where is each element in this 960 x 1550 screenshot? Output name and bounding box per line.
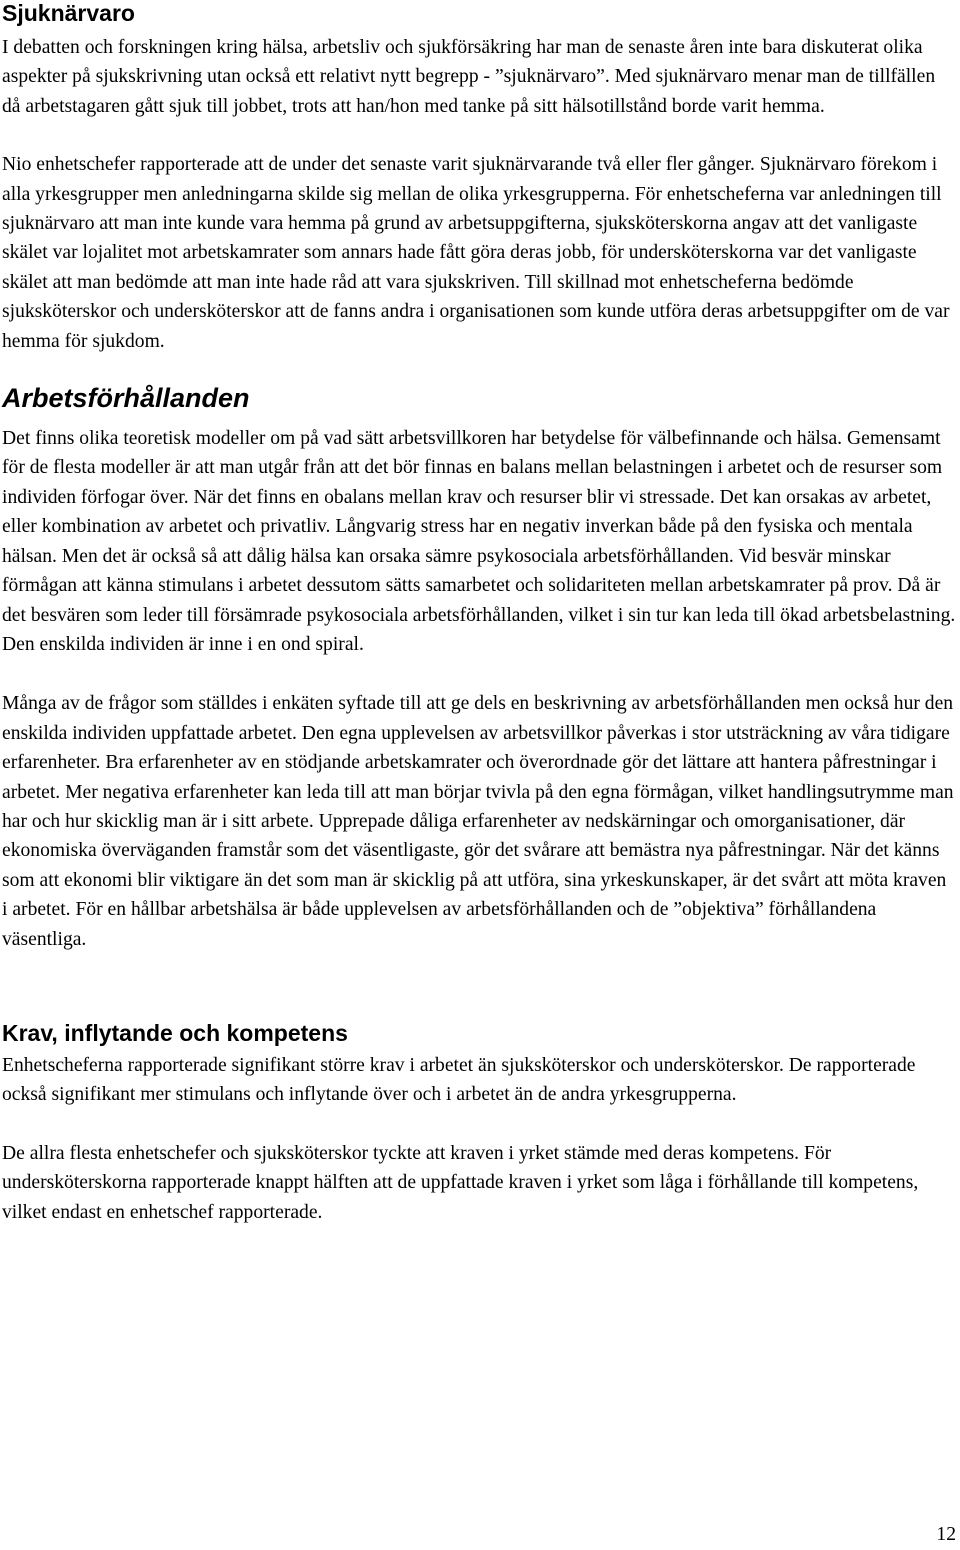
page-number: 12 bbox=[936, 1524, 956, 1545]
paragraph-arbetsforhallanden-survey: Många av de frågor som ställdes i enkäten syftade till att ge dels en beskrivning av arbetsförhållanden men också hur den enskilda individen uppfattade arbetet. Den egna upplevelsen av arbetsvillkor påverkas i stor utsträckning av våra tidigare erfarenheter. Bra erfarenheter av en stödjande arbetskamrater och överordnade gör det lättare att hantera påfrestningar i arbetet. Mer negativa erfarenheter kan leda till att man börjar tvivla på den egna förmågan, vilket handlingsutrymme man har och hur skicklig man är i sitt arbete. Upprepade dåliga erfarenheter av nedskärningar och omorganisationer, där ekonomiska överväganden framstår som det väsentligaste, gör det svårare att bemästra nya påfrestningar. När det känns som att ekonomi blir viktigare än det som man är skicklig på att utföra, sina yrkeskunskaper, är det svårt att möta kraven i arbetet. För en hållbar arbetshälsa är både upplevelsen av arbetsförhållanden och de ”objektiva” förhållandena väsentliga. bbox=[2, 693, 954, 950]
paragraph-krav-competence: De allra flesta enhetschefer och sjuksköterskor tyckte att kraven i yrket stämde med deras kompetens. För undersköterskorna rapporterade knappt hälften att de uppfattade kraven i yrket som låga i förhållande till kompetens, vilket endast en enhetschef rapporterade. bbox=[2, 1142, 919, 1223]
paragraph-sjuknarvaro-results: Nio enhetschefer rapporterade att de under det senaste varit sjuknärvarande två eller fler gånger. Sjuknärvaro förekom i alla yrkesgrupper men anledningarna skilde sig mellan de olika yrkesgrupperna. För enhetscheferna var anledningen till sjuknärvaro att man inte kunde vara hemma på grund av arbetsuppgifterna, sjuksköterskorna angav att det vanligaste skälet var lojalitet mot arbetskamrater som annars hade fått göra deras jobb, för undersköterskorna var det vanligaste skälet att man bedömde att man inte hade råd att vara sjukskriven. Till skillnad mot enhetscheferna bedömde sjuksköterskor och undersköterskor att de fanns andra i organisationen som kunde utföra deras arbetsuppgifter om de var hemma för sjukdom. bbox=[2, 154, 950, 352]
paragraph-krav-demands: Enhetscheferna rapporterade signifikant större krav i arbetet än sjuksköterskor och undersköterskor. De rapporterade också signifikant mer stimulans och inflytande över och i arbetet än de andra yrkesgrupperna. bbox=[2, 1054, 916, 1106]
heading-arbetsforhallanden: Arbetsförhållanden bbox=[2, 383, 250, 414]
document-content bbox=[2, 0, 956, 1227]
heading-krav-inflytande-kompetens: Krav, inflytande och kompetens bbox=[2, 1019, 348, 1046]
paragraph-sjuknarvaro-intro: I debatten och forskningen kring hälsa, arbetsliv och sjukförsäkring har man de senaste åren inte bara diskuterat olika aspekter på sjukskrivning utan också ett relativt nytt begrepp - ”sjuknärvaro”. Med sjuknärvaro menar man de tillfällen då arbetstagaren gått sjuk till jobbet, trots att han/hon med tanke på sitt hälsotillstånd borde varit hemma. bbox=[2, 37, 936, 117]
heading-sjuknarvaro: Sjuknärvaro bbox=[2, 0, 135, 26]
paragraph-arbetsforhallanden-models: Det finns olika teoretisk modeller om på vad sätt arbetsvillkoren har betydelse för välbefinnande och hälsa. Gemensamt för de flesta modeller är att man utgår från att det bör finnas en balans mellan belastningen i arbetet och de resurser som individen förfogar över. När det finns en obalans mellan krav och resurser blir vi stressade. Det kan orsakas av arbetet, eller kombination av arbetet och privatliv. Långvarig stress har en negativ inverkan både på den fysiska och mentala hälsan. Men det är också så att dålig hälsa kan orsaka sämre psykosociala arbetsförhållanden. Vid besvär minskar förmågan att känna stimulans i arbetet dessutom sätts samarbetet och solidariteten mellan arbetskamrater på prov. Då är det besvären som leder till försämrade psykosociala arbetsförhållanden, vilket i sin tur kan leda till ökad arbetsbelastning. Den enskilda individen är inne i en ond spiral. bbox=[2, 428, 956, 655]
